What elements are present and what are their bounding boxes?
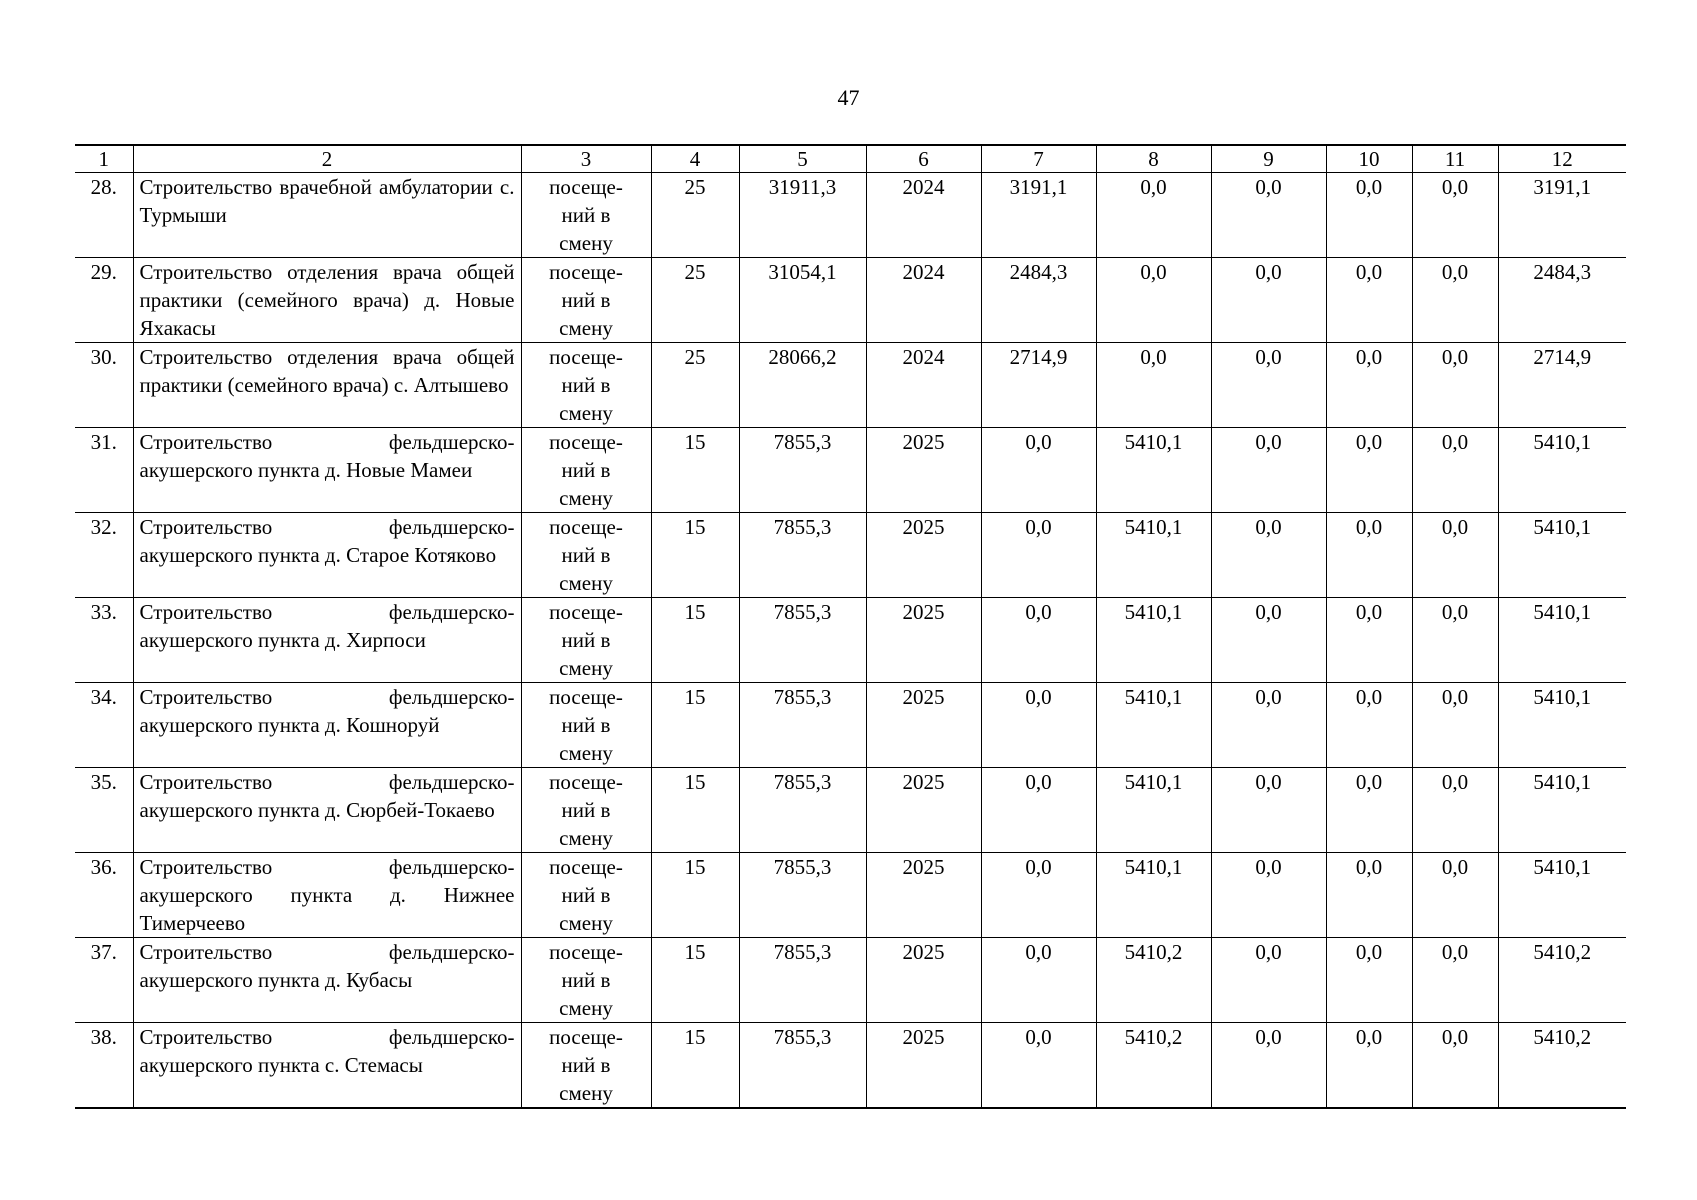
unit-cell: посеще- ний в смену — [521, 258, 651, 343]
object-name: Строительство фельдшерско-акушерского пункта с. Стемасы — [133, 1023, 521, 1109]
cell: 0,0 — [981, 938, 1096, 1023]
cell: 2024 — [866, 343, 981, 428]
cell: 5410,2 — [1498, 938, 1626, 1023]
table-row — [75, 1023, 1626, 1109]
cell: 2025 — [866, 598, 981, 683]
cell: 5410,1 — [1096, 513, 1211, 598]
cell: 25 — [651, 343, 739, 428]
cell: 0,0 — [1412, 683, 1498, 768]
cell: 0,0 — [1326, 768, 1412, 853]
row-number: 28. — [75, 173, 133, 258]
cell: 0,0 — [1326, 1023, 1412, 1109]
table-row — [75, 343, 1626, 428]
unit-cell: посеще- ний в смену — [521, 683, 651, 768]
cell: 5410,1 — [1498, 683, 1626, 768]
cell: 15 — [651, 938, 739, 1023]
column-header: 5 — [739, 145, 866, 173]
table-row — [75, 598, 1626, 683]
cell: 2025 — [866, 938, 981, 1023]
unit-cell: посеще- ний в смену — [521, 173, 651, 258]
cell: 0,0 — [1211, 938, 1326, 1023]
cell: 7855,3 — [739, 513, 866, 598]
cell: 0,0 — [981, 513, 1096, 598]
row-number: 29. — [75, 258, 133, 343]
cell: 0,0 — [1326, 513, 1412, 598]
cell: 7855,3 — [739, 768, 866, 853]
cell: 0,0 — [1211, 258, 1326, 343]
cell: 2025 — [866, 428, 981, 513]
cell: 0,0 — [1326, 683, 1412, 768]
cell: 5410,1 — [1498, 428, 1626, 513]
cell: 2484,3 — [981, 258, 1096, 343]
cell: 5410,1 — [1498, 853, 1626, 938]
cell: 15 — [651, 598, 739, 683]
cell: 0,0 — [1211, 853, 1326, 938]
cell: 3191,1 — [1498, 173, 1626, 258]
cell: 0,0 — [1412, 598, 1498, 683]
cell: 0,0 — [1326, 428, 1412, 513]
cell: 2024 — [866, 258, 981, 343]
unit-cell: посеще- ний в смену — [521, 513, 651, 598]
cell: 7855,3 — [739, 428, 866, 513]
row-number: 36. — [75, 853, 133, 938]
column-header: 12 — [1498, 145, 1626, 173]
cell: 0,0 — [981, 683, 1096, 768]
column-header: 3 — [521, 145, 651, 173]
row-number: 35. — [75, 768, 133, 853]
table-row — [75, 683, 1626, 768]
cell: 2484,3 — [1498, 258, 1626, 343]
object-name: Строительство фельдшерско-акушерского пункта д. Хирпоси — [133, 598, 521, 683]
column-header: 9 — [1211, 145, 1326, 173]
cell: 0,0 — [1211, 343, 1326, 428]
unit-cell: посеще- ний в смену — [521, 428, 651, 513]
cell: 0,0 — [1412, 853, 1498, 938]
cell: 7855,3 — [739, 598, 866, 683]
column-header: 8 — [1096, 145, 1211, 173]
cell: 0,0 — [1326, 343, 1412, 428]
cell: 0,0 — [1096, 343, 1211, 428]
cell: 2025 — [866, 513, 981, 598]
table-row — [75, 428, 1626, 513]
cell: 0,0 — [981, 428, 1096, 513]
unit-cell: посеще- ний в смену — [521, 598, 651, 683]
column-header: 4 — [651, 145, 739, 173]
cell: 5410,1 — [1096, 598, 1211, 683]
table-row — [75, 513, 1626, 598]
cell: 7855,3 — [739, 683, 866, 768]
cell: 0,0 — [1412, 428, 1498, 513]
table-row — [75, 258, 1626, 343]
column-header: 7 — [981, 145, 1096, 173]
cell: 5410,1 — [1498, 768, 1626, 853]
cell: 5410,2 — [1096, 1023, 1211, 1109]
cell: 0,0 — [1326, 598, 1412, 683]
cell: 25 — [651, 173, 739, 258]
table-row — [75, 938, 1626, 1023]
cell: 0,0 — [1326, 853, 1412, 938]
cell: 31054,1 — [739, 258, 866, 343]
cell: 2025 — [866, 853, 981, 938]
cell: 0,0 — [1211, 1023, 1326, 1109]
table-header — [75, 145, 1626, 173]
cell: 0,0 — [1096, 173, 1211, 258]
row-number: 32. — [75, 513, 133, 598]
row-number: 34. — [75, 683, 133, 768]
column-header: 11 — [1412, 145, 1498, 173]
object-name: Строительство фельдшерско-акушерского пункта д. Кубасы — [133, 938, 521, 1023]
unit-cell: посеще- ний в смену — [521, 853, 651, 938]
row-number: 31. — [75, 428, 133, 513]
cell: 0,0 — [1412, 173, 1498, 258]
row-number: 37. — [75, 938, 133, 1023]
column-header: 6 — [866, 145, 981, 173]
table-row — [75, 768, 1626, 853]
cell: 0,0 — [1412, 938, 1498, 1023]
page-number: 47 — [837, 85, 860, 110]
cell: 0,0 — [1096, 258, 1211, 343]
cell: 0,0 — [981, 853, 1096, 938]
cell: 5410,1 — [1096, 428, 1211, 513]
cell: 15 — [651, 683, 739, 768]
object-name: Строительство отделения врача общей практики (семейного врача) с. Алтышево — [133, 343, 521, 428]
row-number: 38. — [75, 1023, 133, 1109]
cell: 0,0 — [1326, 938, 1412, 1023]
cell: 0,0 — [981, 768, 1096, 853]
table-body — [75, 173, 1626, 1109]
cell: 7855,3 — [739, 938, 866, 1023]
cell: 5410,2 — [1096, 938, 1211, 1023]
cell: 5410,1 — [1498, 598, 1626, 683]
cell: 15 — [651, 1023, 739, 1109]
row-number: 30. — [75, 343, 133, 428]
cell: 5410,1 — [1096, 683, 1211, 768]
unit-cell: посеще- ний в смену — [521, 938, 651, 1023]
object-name: Строительство врачебной амбулатории с. Турмыши — [133, 173, 521, 258]
cell: 0,0 — [1412, 343, 1498, 428]
cell: 2025 — [866, 683, 981, 768]
column-header: 10 — [1326, 145, 1412, 173]
column-header: 2 — [133, 145, 521, 173]
header-row — [75, 145, 1626, 173]
cell: 15 — [651, 768, 739, 853]
cell: 0,0 — [1211, 513, 1326, 598]
cell: 2025 — [866, 1023, 981, 1109]
table-row — [75, 853, 1626, 938]
row-number: 33. — [75, 598, 133, 683]
cell: 7855,3 — [739, 853, 866, 938]
cell: 0,0 — [1412, 768, 1498, 853]
cell: 2714,9 — [981, 343, 1096, 428]
cell: 0,0 — [981, 1023, 1096, 1109]
cell: 15 — [651, 428, 739, 513]
cell: 15 — [651, 853, 739, 938]
cell: 2025 — [866, 768, 981, 853]
cell: 2024 — [866, 173, 981, 258]
cell: 0,0 — [1326, 173, 1412, 258]
cell: 0,0 — [1326, 258, 1412, 343]
cell: 0,0 — [1211, 598, 1326, 683]
object-name: Строительство фельдшерско-акушерского пункта д. Новые Мамеи — [133, 428, 521, 513]
cell: 31911,3 — [739, 173, 866, 258]
cell: 0,0 — [1412, 258, 1498, 343]
cell: 5410,1 — [1498, 513, 1626, 598]
object-name: Строительство отделения врача общей практики (семейного врача) д. Новые Яхакасы — [133, 258, 521, 343]
cell: 0,0 — [1412, 513, 1498, 598]
cell: 15 — [651, 513, 739, 598]
cell: 0,0 — [1211, 173, 1326, 258]
table-row — [75, 173, 1626, 258]
cell: 28066,2 — [739, 343, 866, 428]
object-name: Строительство фельдшерско-акушерского пункта д. Кошноруй — [133, 683, 521, 768]
object-name: Строительство фельдшерско-акушерского пункта д. Старое Котяково — [133, 513, 521, 598]
unit-cell: посеще- ний в смену — [521, 768, 651, 853]
column-header: 1 — [75, 145, 133, 173]
cell: 0,0 — [981, 598, 1096, 683]
cell: 0,0 — [1211, 768, 1326, 853]
object-name: Строительство фельдшерско-акушерского пункта д. Сюрбей-Токаево — [133, 768, 521, 853]
cell: 3191,1 — [981, 173, 1096, 258]
object-name: Строительство фельдшерско-акушерского пункта д. Нижнее Тимерчеево — [133, 853, 521, 938]
cell: 0,0 — [1211, 683, 1326, 768]
cell: 0,0 — [1211, 428, 1326, 513]
cell: 0,0 — [1412, 1023, 1498, 1109]
cell: 25 — [651, 258, 739, 343]
cell: 5410,1 — [1096, 768, 1211, 853]
cell: 5410,1 — [1096, 853, 1211, 938]
cell: 5410,2 — [1498, 1023, 1626, 1109]
unit-cell: посеще- ний в смену — [521, 1023, 651, 1109]
unit-cell: посеще- ний в смену — [521, 343, 651, 428]
cell: 2714,9 — [1498, 343, 1626, 428]
cell: 7855,3 — [739, 1023, 866, 1109]
data-table — [75, 144, 1626, 1109]
